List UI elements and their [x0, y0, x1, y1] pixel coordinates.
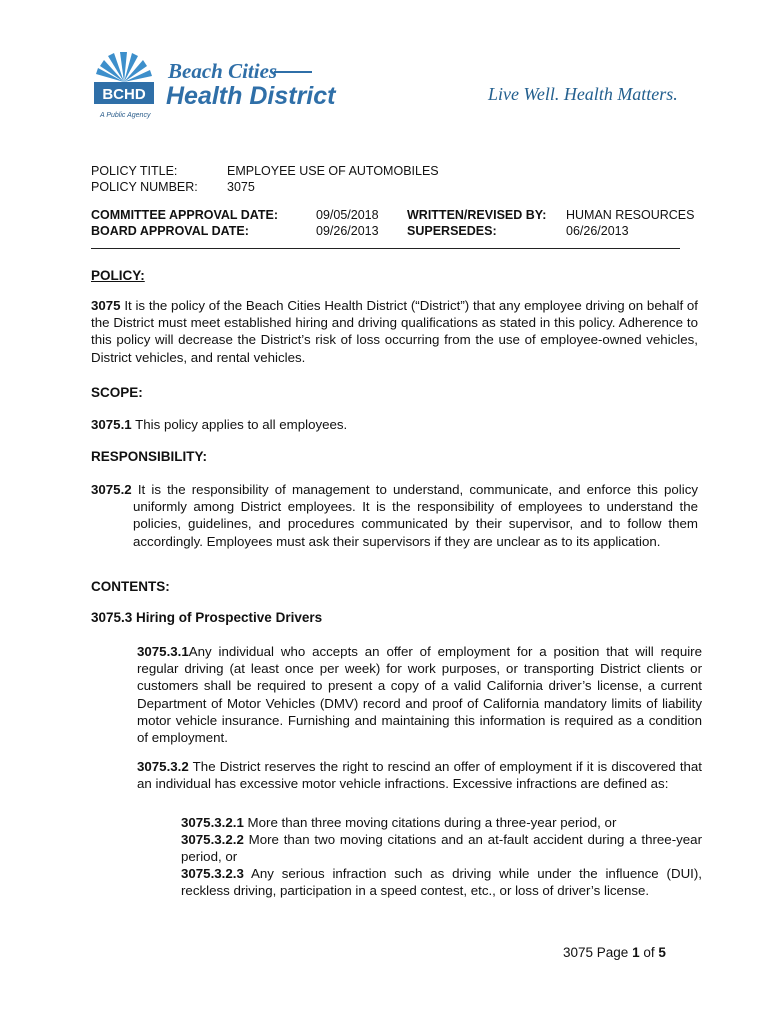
- page-footer: [563, 945, 666, 960]
- hiring-paragraph-2: [137, 758, 702, 792]
- committee-approval-label: COMMITTEE APPROVAL DATE:: [91, 208, 279, 222]
- scope-heading: SCOPE:: [91, 385, 143, 400]
- hiring-p1-text: Any individual who accepts an offer of employment for a position that will require regular driving (at least once per week) for work purposes, or transporting District clients or customers shall be required to present a copy of a valid California driver’s license, a current Department of Motor Vehicles (DMV) record and proof of California mandatory limits of liability motor vehicle insurance. Furnishing and maintaining this information is required as a condition of employment.: [137, 644, 702, 746]
- responsibility-heading: RESPONSIBILITY:: [91, 449, 208, 464]
- footer-of: of: [639, 945, 659, 960]
- policy-text: It is the policy of the Beach Cities Health District (“District”) that any employee driving on behalf of the District must meet established hiring and driving qualifications as stated in this policy. Adherence to this policy will decrease the District’s risk of loss occurring from the use of employee-owned vehicles, District vehicles, and rental vehicles.: [91, 298, 698, 365]
- policy-number-value: 3075: [227, 180, 255, 194]
- scope-text: This policy applies to all employees.: [131, 417, 348, 432]
- infraction-item-3: [181, 865, 702, 899]
- supersedes-value: 06/26/2013: [566, 224, 629, 238]
- hiring-subheading: 3075.3 Hiring of Prospective Drivers: [91, 610, 323, 625]
- responsibility-number-ref: 3075.2: [91, 482, 132, 497]
- infraction-3-text: Any serious infraction such as driving while under the influence (DUI), reckless driving, participation in a speed contest, etc., or loss of driver’s license.: [181, 866, 702, 899]
- responsibility-text: It is the responsibility of management to understand, communicate, and enforce this policy uniformly among District employees. It is the responsibility of employees to understand the policies, guidelines, and procedures communicated by their supervisor, and to follow them accordingly. Employees must ask their supervisors if they are unclear as to its application.: [131, 482, 698, 549]
- hiring-p2-text: The District reserves the right to rescind an offer of employment if it is discovered that an individual has excessive motor vehicle infractions. Excessive infractions are defined as:: [137, 759, 702, 792]
- footer-page-number: 1: [632, 945, 640, 960]
- committee-approval-value: 09/05/2018: [316, 208, 379, 222]
- logo-name-line1: Beach Cities: [168, 59, 278, 83]
- infraction-1-number: 3075.3.2.1: [181, 815, 244, 830]
- footer-prefix: 3075 Page: [563, 945, 633, 960]
- infraction-item-1: [181, 814, 702, 831]
- policy-heading: POLICY:: [91, 268, 145, 283]
- board-approval-value: 09/26/2013: [316, 224, 379, 238]
- hiring-p1-number: 3075.3.1: [137, 644, 189, 659]
- header-divider: [91, 248, 680, 249]
- board-approval-label: BOARD APPROVAL DATE:: [91, 224, 249, 238]
- policy-paragraph: [91, 297, 698, 366]
- contents-heading: CONTENTS:: [91, 579, 170, 594]
- responsibility-paragraph: [91, 481, 698, 550]
- tagline: Live Well. Health Matters.: [488, 84, 678, 104]
- supersedes-label: SUPERSEDES:: [407, 224, 497, 238]
- logo-subtitle: A Public Agency: [100, 112, 151, 119]
- footer-total-pages: 5: [658, 945, 666, 960]
- scope-paragraph: [91, 416, 698, 433]
- policy-title-label: POLICY TITLE:: [91, 164, 178, 178]
- infraction-3-number: 3075.3.2.3: [181, 866, 244, 881]
- infraction-item-2: [181, 831, 702, 865]
- infraction-2-number: 3075.3.2.2: [181, 832, 244, 847]
- written-revised-value: HUMAN RESOURCES: [566, 208, 695, 222]
- infraction-1-text: More than three moving citations during a three-year period, or: [243, 815, 617, 830]
- hiring-p2-number: 3075.3.2: [137, 759, 189, 774]
- written-revised-label: WRITTEN/REVISED BY:: [407, 208, 547, 222]
- hiring-paragraph-1: [137, 643, 702, 746]
- logo-abbr-text: BCHD: [102, 86, 146, 103]
- policy-title-value: EMPLOYEE USE OF AUTOMOBILES: [227, 164, 439, 178]
- logo-name-line2: Health District: [166, 82, 336, 110]
- infraction-2-text: More than two moving citations and an at-fault accident during a three-year period, or: [181, 832, 702, 865]
- policy-number-ref: 3075: [91, 298, 121, 313]
- policy-number-label: POLICY NUMBER:: [91, 180, 198, 194]
- scope-number-ref: 3075.1: [91, 417, 132, 432]
